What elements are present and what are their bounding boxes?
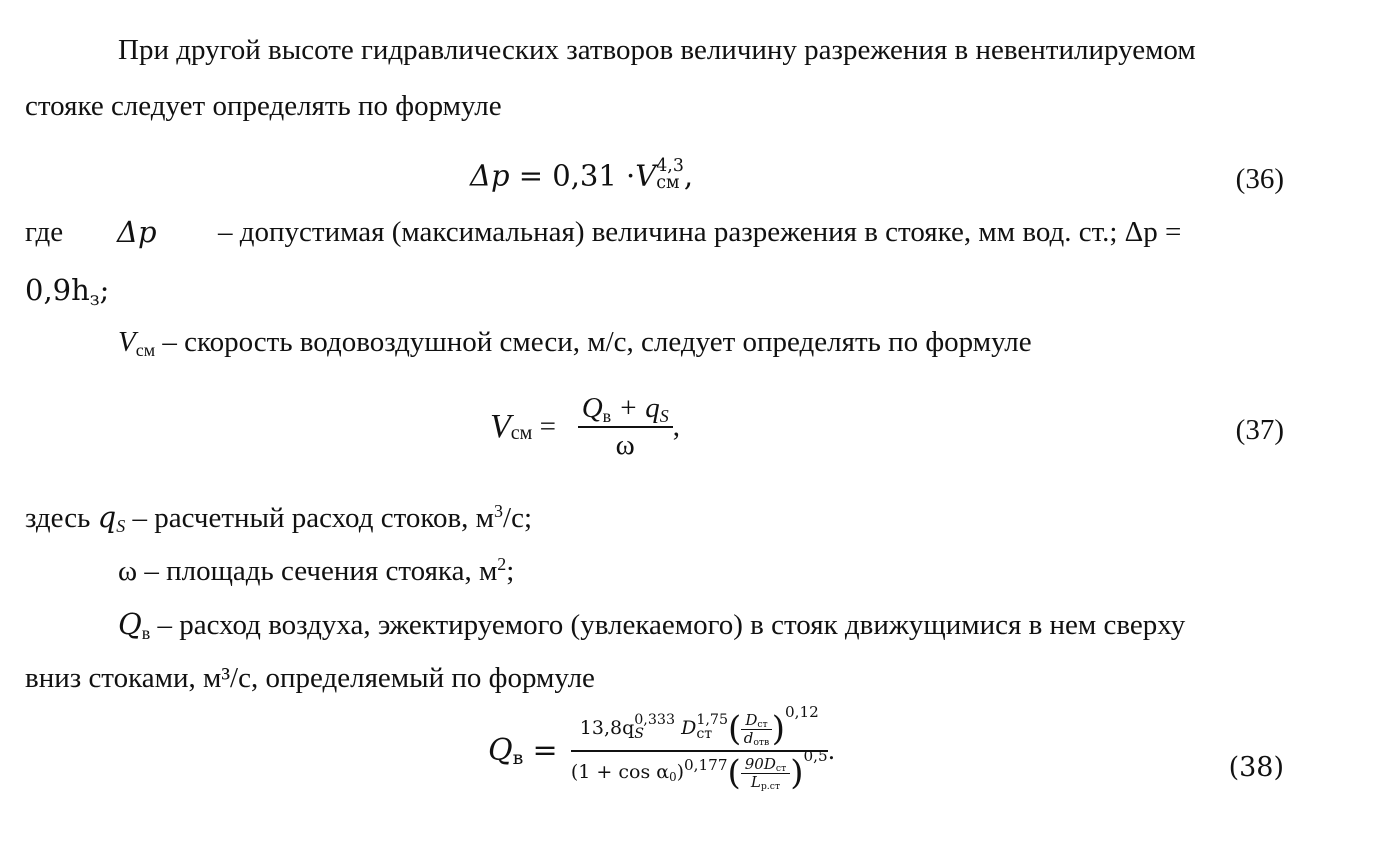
eq36-coef: 0,31 · xyxy=(552,158,636,193)
def-dp-line1 xyxy=(25,218,63,247)
para1-line2: стояке следует определять по формуле xyxy=(25,90,502,122)
equation-36 xyxy=(470,156,694,195)
eq37-lhs: V xyxy=(490,408,511,445)
equation-38: $Q_в$ = 13,8q 0,333 S D 1,75 ст ( $\frac{D_{ст}}{d_{отв}}$ )$^{0,12}$ $(1 + \cos \alpha_0)^{0,177}$( $\frac{90D_{ст}}{L_{р.ст}}$ )$^{0,5}$ . xyxy=(488,703,836,793)
def-qv-line1: $Q_в$ – расход воздуха, эжектируемого (увлекаемого) в стояк движущимися в нем сверху xyxy=(118,607,1186,644)
eq37-fraction: $\frac{Q_в + q_S}{\omega}$ xyxy=(578,394,673,460)
def-vsm: $V_{см}$ – скорость водовоздушной смеси, м/с, следует определять по формуле xyxy=(118,326,1032,361)
eq38-fraction xyxy=(570,703,828,793)
eq38-lhs: Q xyxy=(488,733,513,768)
def-dp-text: – допустимая (максимальная) величина разрежения в стояке, мм вод. ст.; Δp = xyxy=(218,216,1182,248)
def-dp-where: где xyxy=(25,216,64,248)
eq36-lhs: Δp xyxy=(470,158,510,193)
def-omega: ω – площадь сечения стояка, $м^2$; xyxy=(118,554,515,587)
def-qv-symbol: Q xyxy=(118,607,142,641)
eq37-number: (37) xyxy=(1235,414,1284,446)
eq36-equals: = xyxy=(518,158,544,193)
def-qs: здесь $q_S$ – расчетный расход стоков, $м^3/с$; xyxy=(25,500,533,537)
eq38-number: (38) xyxy=(1228,752,1284,783)
eq36-tail: , xyxy=(683,158,694,193)
eq37-tail: , xyxy=(672,410,680,443)
def-vsm-symbol: V xyxy=(118,326,136,358)
def-dp-cont: $0,9h_з$; xyxy=(25,273,110,311)
eq36-number: (36) xyxy=(1235,163,1284,195)
equation-37: $V_{см}$ = $\frac{Q_в + q_S}{\omega}$ , xyxy=(490,392,680,461)
eq38-equals: = xyxy=(532,733,558,768)
para1-line1: При другой высоте гидравлических затворов величину разрежения в невентилируемом xyxy=(118,34,1196,66)
eq38-den-inner-fraction: $\frac{90D_{ст}}{L_{р.ст}}$ xyxy=(741,757,790,790)
eq36-supsub: 4,3 см xyxy=(656,156,684,194)
def-qv-line2: вниз стоками, м³/с, определяемый по формуле xyxy=(25,662,595,694)
def-dp-symbol: Δp xyxy=(117,215,157,249)
eq36-var: V xyxy=(635,158,657,193)
eq38-num-inner-fraction: $\frac{D_{ст}}{d_{отв}}$ xyxy=(741,713,771,746)
def-qs-symbol: q xyxy=(97,500,117,534)
eq37-equals: = xyxy=(539,410,556,443)
eq38-numerator: 13,8q 0,333 S D 1,75 ст ( $\frac{D_{ст}}{d_{отв}}$ )$^{0,12}$ xyxy=(571,712,828,752)
eq38-tail: . xyxy=(827,737,836,765)
eq38-denominator: $(1 + \cos \alpha_0)^{0,177}$( $\frac{90D_{ст}}{L_{р.ст}}$ )$^{0,5}$ xyxy=(570,747,828,793)
